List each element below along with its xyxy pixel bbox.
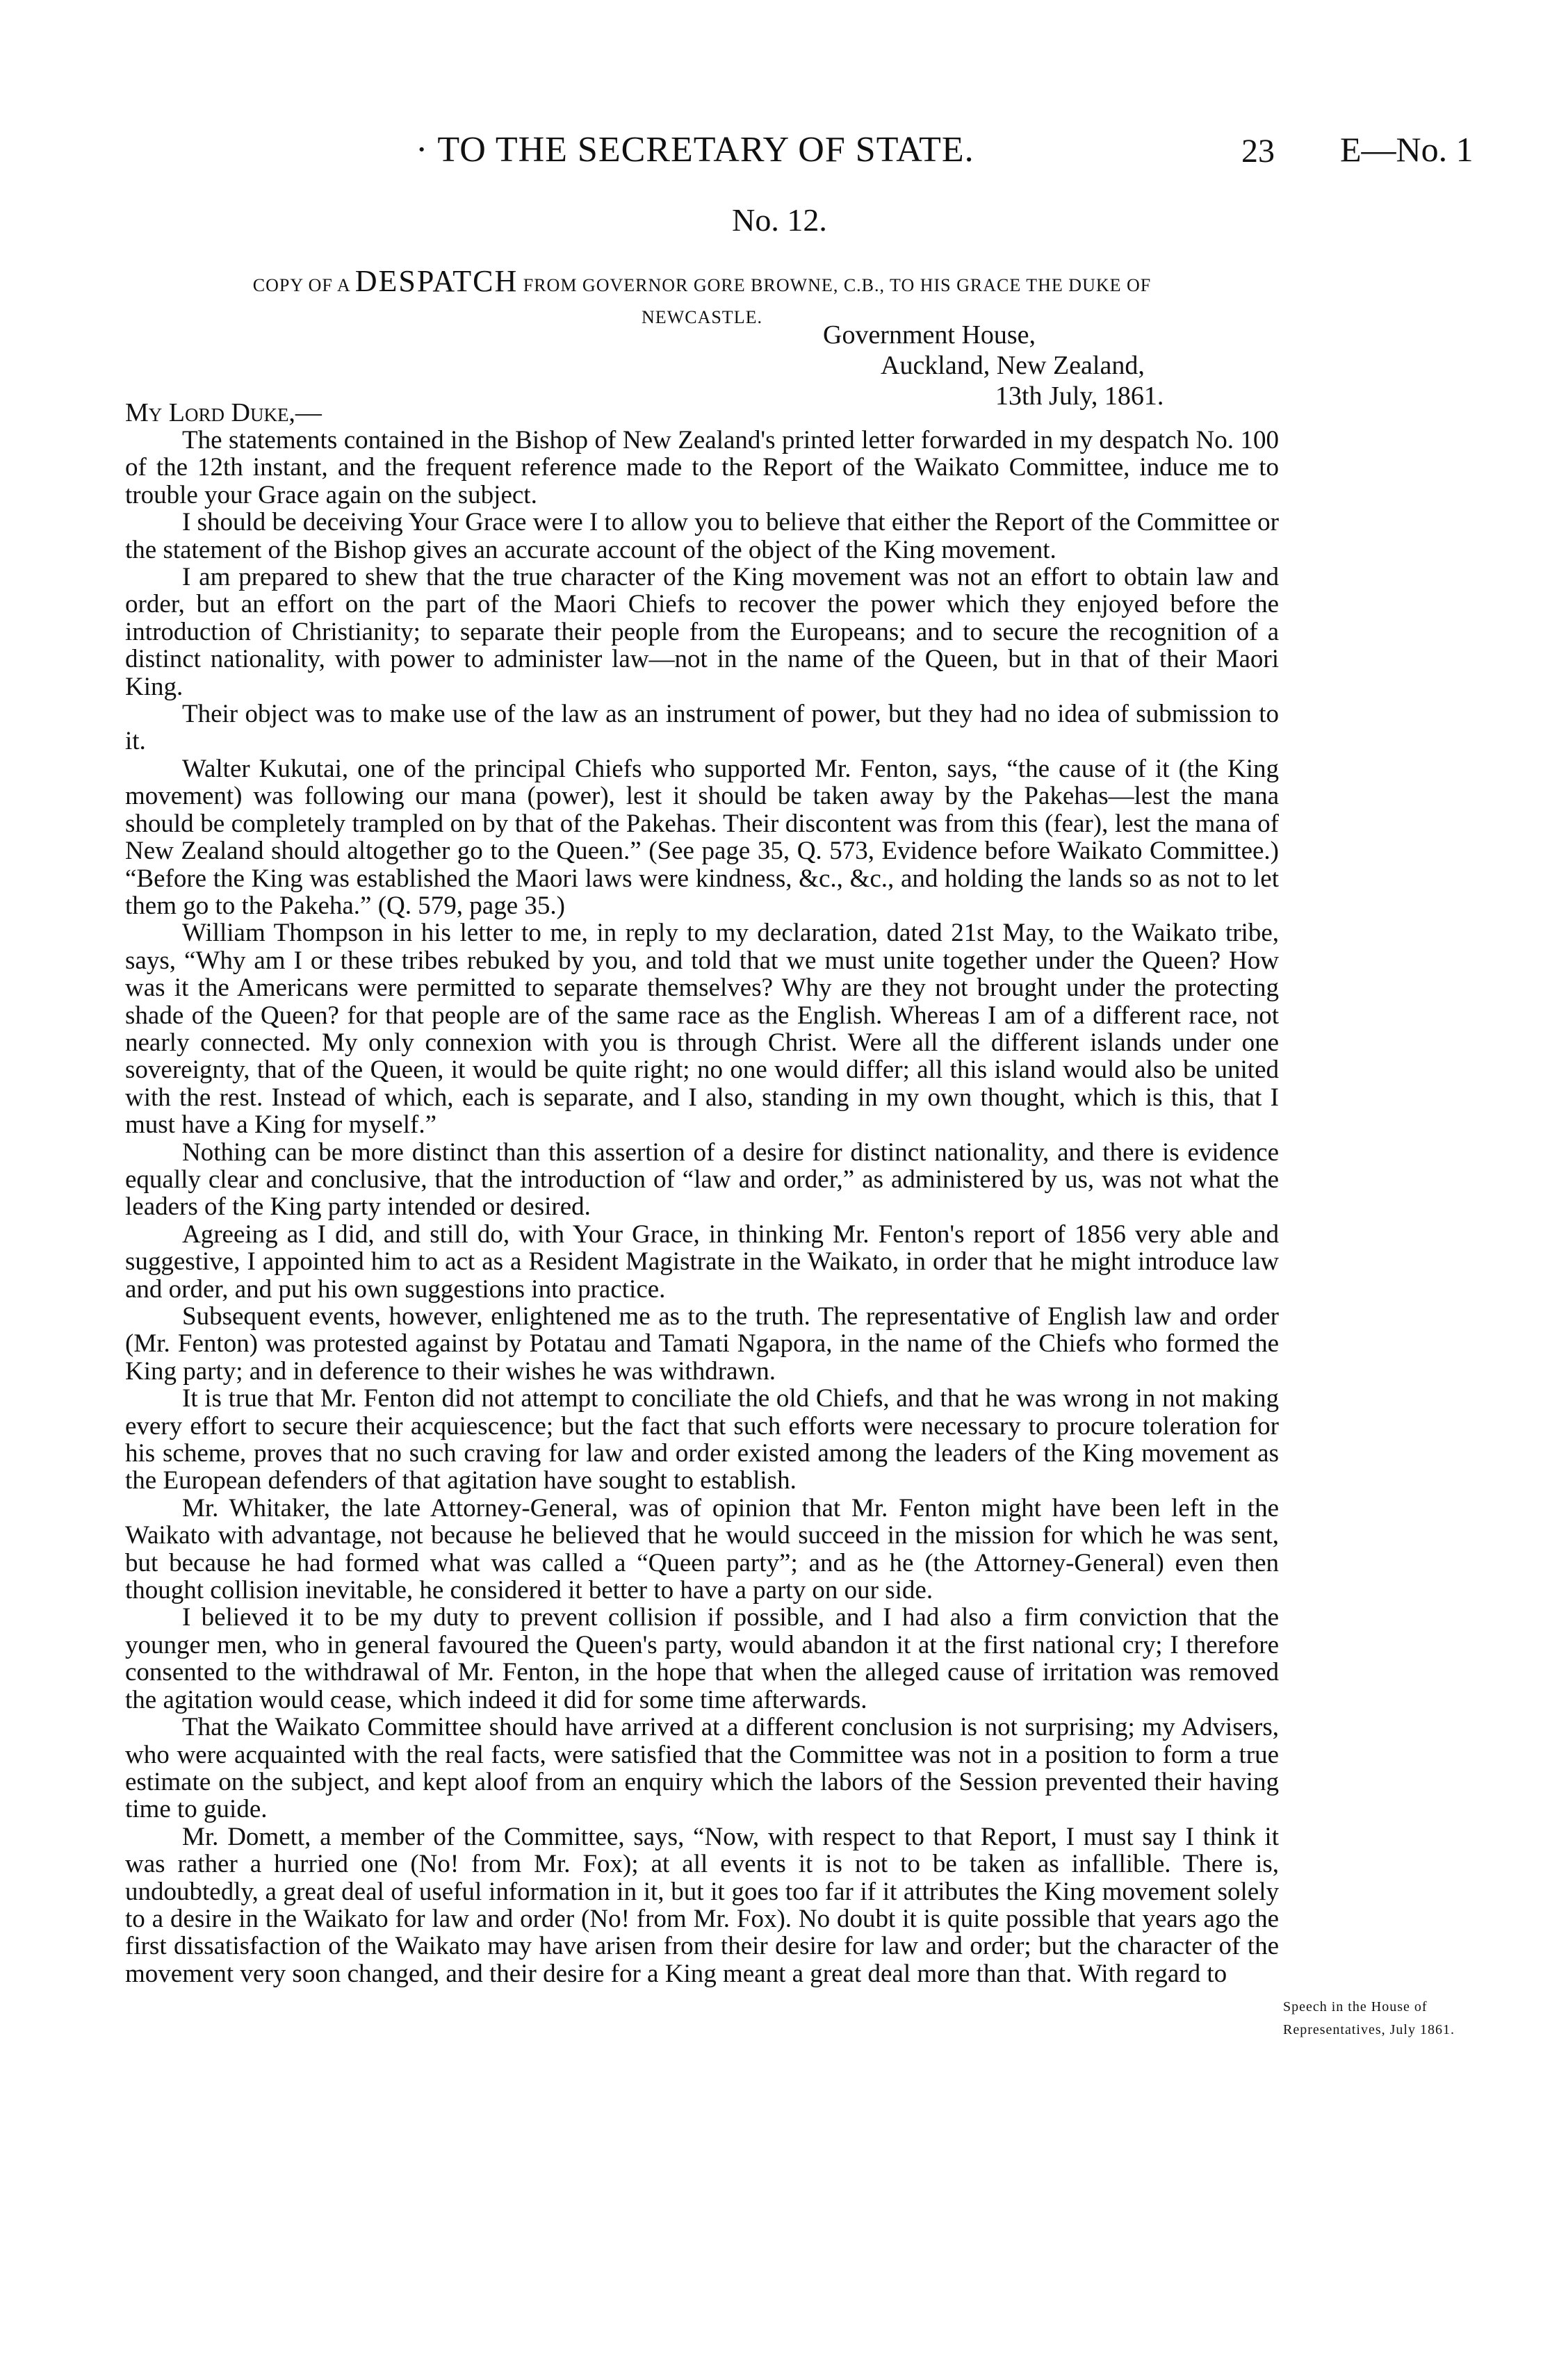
page-number: 23 bbox=[1241, 133, 1275, 170]
paragraph-2: I should be deceiving Your Grace were I to allow you to believe that either the Report of the Committee or the statement of the Bishop gives an accurate account of the object of the King movement. bbox=[125, 508, 1279, 564]
paragraph-14: Mr. Domett, a member of the Committee, says, “Now, with respect to that Report, I must say I think it was rather a hurried one (No! from Mr. Fox); at all events it is not to be taken as infallible. There is, undoubtedly, a great deal of useful information in it, but it goes too far if it attributes the King movement solely to a desire in the Waikato for law and order (No! from Mr. Fox). No doubt it is quite possible that years ago the first dissatisfaction of the Waikato may have arisen from their desire for law and order; but the character of the movement very soon changed, and their desire for a King meant a great deal more than that. With regard to bbox=[125, 1822, 1279, 1988]
caption-emphasis: DESPATCH bbox=[354, 264, 519, 298]
sender-address bbox=[751, 320, 1279, 411]
paragraph-4: Their object was to make use of the law as an instrument of power, but they had no idea of submission to it. bbox=[125, 700, 1279, 756]
caption-line-1 bbox=[125, 265, 1279, 302]
series-number: E—No. 1 bbox=[1340, 130, 1474, 169]
despatch-body bbox=[125, 427, 1279, 1987]
paragraph-7: Nothing can be more distinct than this assertion of a desire for distinct nationality, and there is evidence equally clear and conclusive, that the introduction of “law and order,” as administered by us, was not what the leaders of the King party intended or desired. bbox=[125, 1138, 1279, 1222]
paragraph-3: I am prepared to shew that the true character of the King movement was not an effort to obtain law and order, but an effort on the part of the Maori Chiefs to recover the power which they enjoyed before the introduction of Christianity; to separate their people from the Europeans; and to secure the recognition of a distinct nationality, with power to administer law—not in the name of the Queen, but in that of their Maori King. bbox=[125, 563, 1279, 701]
running-header-title: · TO THE SECRETARY OF STATE. bbox=[416, 130, 974, 170]
margin-note: Speech in the House of Representatives, July 1861. bbox=[1283, 1999, 1455, 2037]
paragraph-5: Walter Kukutai, one of the principal Chiefs who supported Mr. Fenton, says, “the cause of it (the King movement) was following our mana (power), lest it should be taken away by the Pakehas—lest the mana should be completely trampled on by that of the Pakehas. Their discontent was from this (fear), lest the mana of New Zealand should altogether go to the Queen.” (See page 35, Q. 573, Evidence before Waikato Committee.) “Before the King was established the Maori laws were kindness, &c., &c., and holding the lands so as not to let them go to the Pakeha.” (Q. 579, page 35.) bbox=[125, 754, 1279, 920]
paragraph-13: That the Waikato Committee should have arrived at a different conclusion is not surprising; my Advisers, who were acquainted with the real facts, were satisfied that the Committee was not in a position to form a true estimate on the subject, and kept aloof from an enquiry which the labors of the Session prevented their having time to guide. bbox=[125, 1713, 1279, 1824]
paragraph-9: Subsequent events, however, enlightened me as to the truth. The representative of English law and order (Mr. Fenton) was protested against by Potatau and Tamati Ngapora, in the name of the Chiefs who formed the King party; and in deference to their wishes he was withdrawn. bbox=[125, 1302, 1279, 1386]
paragraph-8: Agreeing as I did, and still do, with Your Grace, in thinking Mr. Fenton's report of 1856 very able and suggestive, I appointed him to act as a Resident Magistrate in the Waikato, in order that he might introduce law and order, and put his own suggestions into practice. bbox=[125, 1220, 1279, 1304]
caption-lead: COPY OF A bbox=[252, 275, 350, 295]
paragraph-10: It is true that Mr. Fenton did not attempt to conciliate the old Chiefs, and that he was wrong in not making every effort to secure their acquiescence; but the fact that such efforts were necessary to procure toleration for his scheme, proves that no such craving for law and order existed among the leaders of the King movement as the European defenders of that agitation have sought to establish. bbox=[125, 1384, 1279, 1495]
caption-rest-1: FROM GOVERNOR GORE BROWNE, C.B., TO HIS GRACE THE DUKE OF bbox=[523, 275, 1152, 295]
despatch-number: No. 12. bbox=[732, 202, 827, 238]
paragraph-6: William Thompson in his letter to me, in reply to my declaration, dated 21st May, to the Waikato tribe, says, “Why am I or these tribes rebuked by you, and told that we must unite together under the Queen? How was it the Americans were permitted to separate themselves? Why are they not brought under the protecting shade of the Queen? for that people are of the same race as the English. Whereas I am of a different race, not nearly connected. My only connexion with you is through Christ. Were all the different islands under one sovereignty, that of the Queen, it would be quite right; no one would differ; all this island would also be united with the rest. Instead of which, each is separate, and I also, standing in my own thought, which is this, that I must have a King for myself.” bbox=[125, 919, 1279, 1140]
paragraph-1: The statements contained in the Bishop of New Zealand's printed letter forwarded in my despatch No. 100 of the 12th instant, and the frequent reference made to the Report of the Waikato Committee, induce me to trouble your Grace again on the subject. bbox=[125, 426, 1279, 509]
salutation: My Lord Duke,— bbox=[125, 398, 322, 427]
address-line-2: Auckland, New Zealand, bbox=[881, 351, 1145, 380]
address-line-1: Government House, bbox=[823, 320, 1036, 350]
caption-line-2: NEWCASTLE. bbox=[642, 307, 762, 327]
paragraph-11: Mr. Whitaker, the late Attorney-General, was of opinion that Mr. Fenton might have been left in the Waikato with advantage, not because he believed that he would succeed in the mission for which he was sent, but because he had formed what was called a “Queen party”; and as he (the Attorney-General) even then thought collision inevitable, he considered it better to have a party on our side. bbox=[125, 1493, 1279, 1605]
address-date: 13th July, 1861. bbox=[995, 381, 1164, 411]
paragraph-12: I believed it to be my duty to prevent collision if possible, and I had also a firm conviction that the younger men, who in general favoured the Queen's party, would abandon it at the first national cry; I therefore consented to the withdrawal of Mr. Fenton, in the hope that when the alleged cause of irritation was removed the agitation would cease, which indeed it did for some time afterwards. bbox=[125, 1603, 1279, 1714]
